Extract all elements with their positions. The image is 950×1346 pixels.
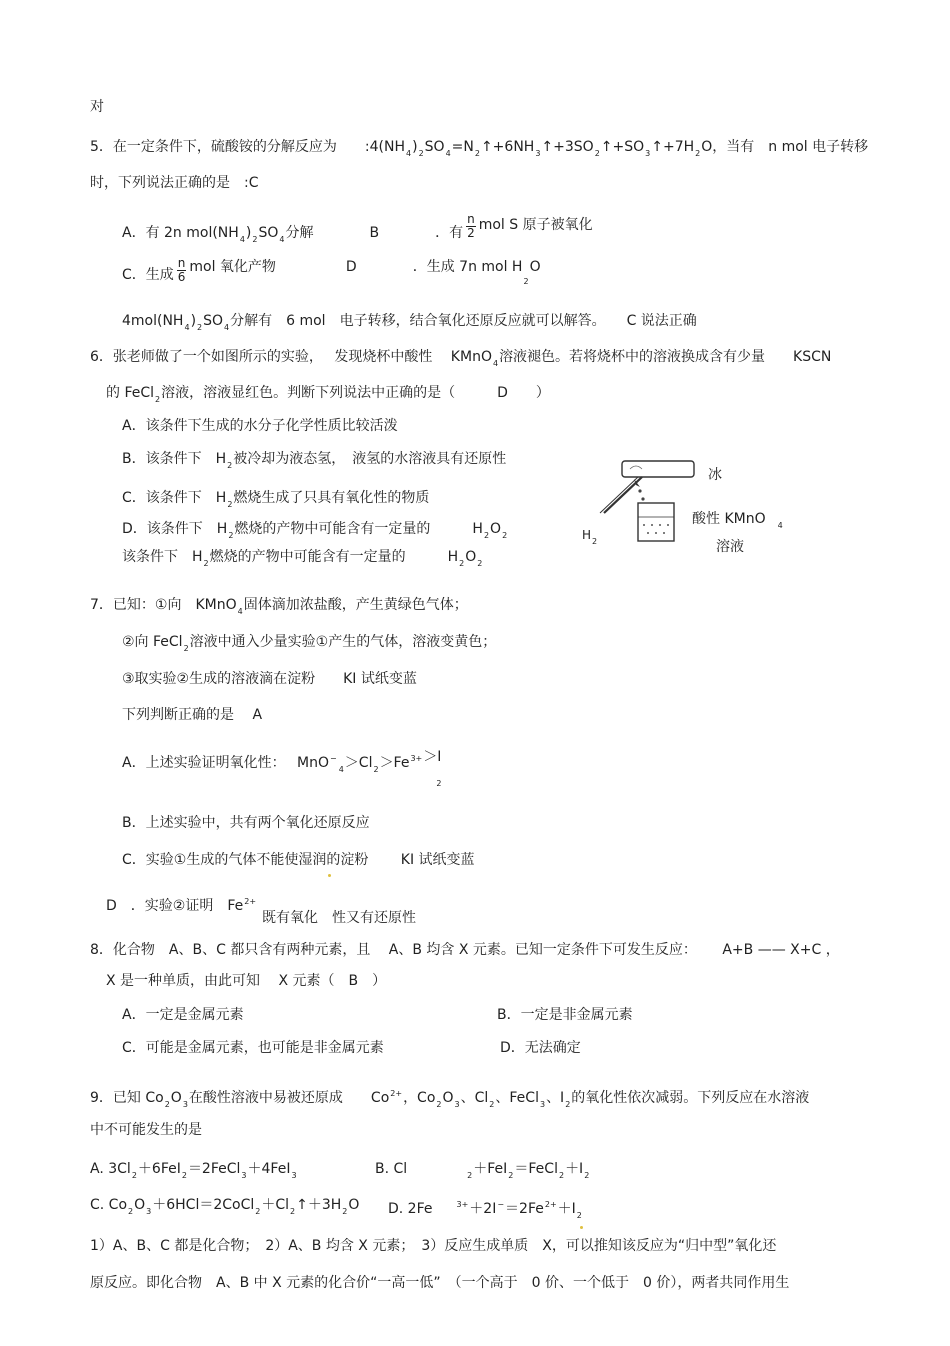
explanation-line-2: 原反应。即化合物 A、B 中 X 元素的化合价“一高一低” （一个高于 0 价、一个低于 0 价），两者共同作用生 <box>90 1275 790 1291</box>
q8-option-c: C．可能是金属元素，也可能是非金属元素 <box>122 1040 384 1056</box>
q5-option-a-b: A．有 2n $mol(NH_4)_2SO_4$分解 B ．有 $\frac{n}{2}$ mol S 原子被氧化 <box>122 211 593 244</box>
q7-option-b: B．上述实验中，共有两个氧化还原反应 <box>122 815 370 831</box>
q6-option-a: A．该条件下生成的水分子化学性质比较活泼 <box>122 418 398 434</box>
label-solution: 溶液 <box>716 539 744 555</box>
q9-option-a: A. $3Cl_2+6FeI_2=2FeCl_3+4FeI_3$ <box>90 1161 297 1180</box>
q6-option-d: D．该条件下 $H_2$燃烧的产物中可能含有一定量的 $H_2O_2$ <box>122 521 508 540</box>
q8-option-d: D．无法确定 <box>500 1040 581 1056</box>
q7-option-c: C．实验①生成的气体不能使湿润的淀粉 KI 试纸变蓝 <box>122 852 475 868</box>
q7-option-a: A．上述实验证明氧化性： $MnO^-_4>Cl_2>Fe^{3+}>I_2$ <box>122 749 442 788</box>
question-6-stem-cont: 的 FeCl$_2$溶液，溶液显红色。判断下列说法中正确的是（ D ） <box>106 385 550 404</box>
q5-explanation: $4mol(NH_4)_2SO_4$分解有 6 mol 电子转移，结合氧化还原反应就可以解答。 C 说法正确 <box>122 313 697 332</box>
q6-option-c: C．该条件下 $H_2$燃烧生成了只具有氧化性的物质 <box>122 490 430 509</box>
fraction: $\frac{n}{6}$ <box>177 255 186 284</box>
q8-option-b: B．一定是非金属元素 <box>497 1007 633 1023</box>
q7-option-d-cont: 既有氧化 性又有还原性 <box>262 910 416 926</box>
q9-option-c: C. $Co_2O_3+6HCl=2CoCl_2+Cl_2↑+3H_2O$ <box>90 1197 360 1216</box>
fraction: $\frac{n}{2}$ <box>467 211 475 240</box>
question-9-stem-cont: 中不可能发生的是 <box>90 1122 202 1138</box>
q9-option-d: D. 2Fe $^{3+}+2I^-=2Fe^{2+}+I_2$ <box>388 1200 582 1220</box>
q7-step-3: ③取实验②生成的溶液滴在淀粉 KI 试纸变蓝 <box>122 671 417 687</box>
label-h2: $H_2$ <box>582 528 598 546</box>
question-5-stem-cont: 时，下列说法正确的是 :C <box>90 175 259 191</box>
q9-option-b: B. Cl $_2+FeI_2=FeCl_2+I_2$ <box>375 1161 590 1180</box>
question-8-stem-cont: X 是一种单质，由此可知 X 元素（ B ） <box>106 973 387 989</box>
speck <box>580 1226 583 1229</box>
q7-step-2: ②向 FeCl$_2$溶液中通入少量实验①产生的气体，溶液变黄色； <box>122 634 497 653</box>
q6-option-d-repeat: 该条件下 $H_2$燃烧的产物中可能含有一定量的 $H_2O_2$ <box>122 549 483 568</box>
q7-prompt: 下列判断正确的是 A <box>122 707 263 723</box>
text-line: 对 <box>90 99 104 115</box>
label-ice: 冰 <box>708 467 722 483</box>
question-7-stem: 7．已知：①向 KMnO$_4$固体滴加浓盐酸，产生黄绿色气体； <box>90 597 468 616</box>
question-5-stem: 5．在一定条件下，硫酸铵的分解反应为 $:4(NH_4)_2SO_4=N_2↑+6NH_3↑+3SO_2↑+SO_3↑+7H_2O$，当有 n mol 电子转移 <box>90 139 869 158</box>
q7-option-d: D ．实验②证明 $Fe^{2+}$ <box>106 897 257 914</box>
q5-option-c-d: C．生成 $\frac{n}{6}$ mol 氧化产物 D ．生成 7n mol $H_2O$ <box>122 255 541 286</box>
beaker <box>638 503 674 541</box>
explanation-line-1: 1）A、B、C 都是化合物； 2）A、B 均含 X 元素； 3）反应生成单质 X，可以推知该反应为“归中型”氧化还 <box>90 1238 777 1254</box>
q8-option-a: A．一定是金属元素 <box>122 1007 244 1023</box>
question-9-stem: 9．已知 $Co_2O_3$在酸性溶液中易被还原成 $Co^{2+}$，$Co_2O_3$、$Cl_2$、FeCl$_3$、$I_2$的氧化性依次减弱。下列反应在水溶液 <box>90 1089 810 1109</box>
question-6-stem: 6．张老师做了一个如图所示的实验， 发现烧杯中酸性 KMnO$_4$溶液褪色。若将烧杯中的溶液换成含有少量 KSCN <box>90 349 832 368</box>
speck <box>328 874 331 877</box>
question-8-stem: 8．化合物 A、B、C 都只含有两种元素，且 A、B 均含 X 元素。已知一定条件下可发生反应： A+B —— X+C ， <box>90 942 840 958</box>
label-acid-kmno4: 酸性 KMnO $_4$ <box>692 511 783 530</box>
ice-dish <box>622 461 694 477</box>
q6-option-b: B．该条件下 $H_2$被冷却为液态氢， 液氢的水溶液具有还原性 <box>122 451 507 470</box>
